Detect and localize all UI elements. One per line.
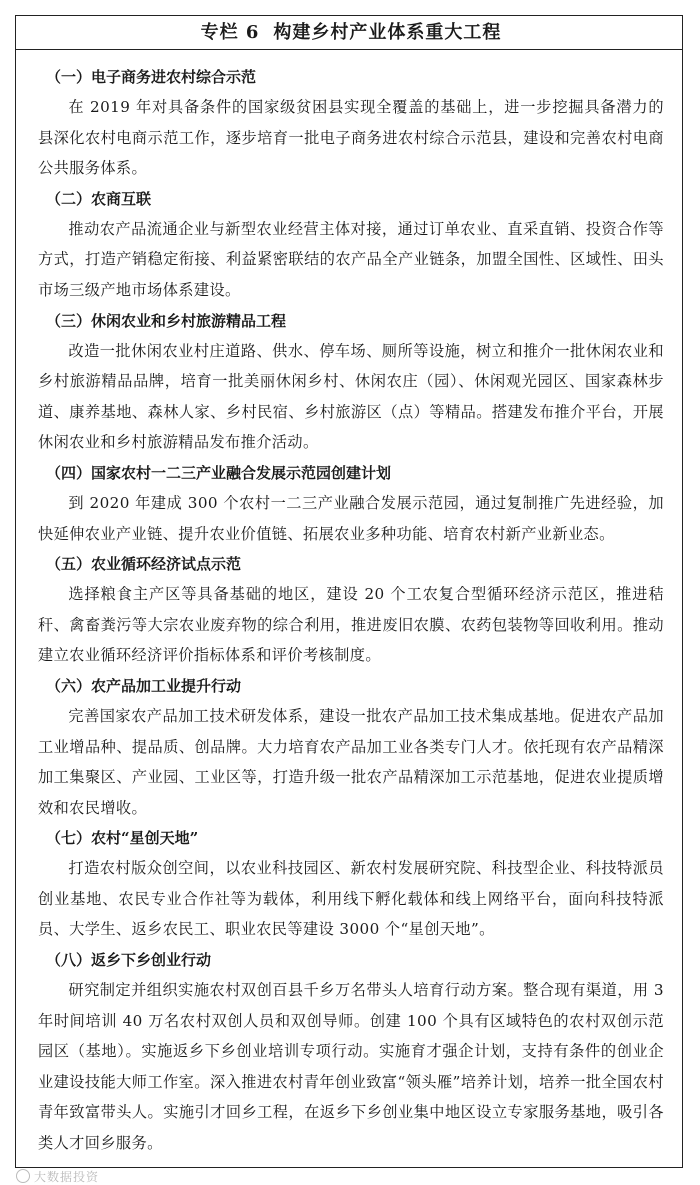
section-body: 到 2020 年建成 300 个农村一二三产业融合发展示范园，通过复制推广先进经验，加快延伸农业产业链、提升农业价值链、拓展农业多种功能、培育农村新产业新业态。 [38, 493, 664, 543]
column-box [15, 15, 683, 1168]
box-title: 构建乡村产业体系重大工程 [273, 22, 502, 43]
section-e-commerce [38, 62, 664, 184]
watermark-logo-icon [16, 1169, 30, 1183]
section-heading: （三）休闲农业和乡村旅游精品工程 [46, 311, 287, 330]
box-title-bar [16, 16, 682, 50]
section-body: 在 2019 年对具备条件的国家级贫困县实现全覆盖的基础上，进一步挖掘具备潜力的县深化农村电商示范工作，逐步培育一批电子商务进农村综合示范县，建设和完善农村电商公共服务体系。 [38, 98, 664, 178]
section-body: 打造农村版众创空间，以农业科技园区、新农村发展研究院、科技型企业、科技特派员创业基地、农民专业合作社等为载体，利用线下孵化载体和线上网络平台，面向科技特派员、大学生、返乡农民工、职业农民等建设 3000 个“星创天地”。 [38, 859, 664, 939]
box-content [38, 62, 664, 1159]
section-body: 研究制定并组织实施农村双创百县千乡万名带头人培育行动方案。整合现有渠道，用 3 年时间培训 40 万名农村双创人员和双创导师。创建 100 个具有区域特色的农村双创示范园区（基地）。实施返乡下乡创业培训专项行动。实施育才强企计划，支持有条件的创业企业建设技能大师工作室。深入推进农村青年创业致富“领头雁”培养计划，培养一批全国农村青年致富带头人。实施引才回乡工程，在返乡下乡创业集中地区设立专家服务基地，吸引各类人才回乡服务。 [38, 981, 664, 1153]
section-body: 改造一批休闲农业村庄道路、供水、停车场、厕所等设施，树立和推介一批休闲农业和乡村旅游精品品牌，培育一批美丽休闲乡村、休闲农庄（园）、休闲观光园区、国家森林步道、康养基地、森林人家、乡村民宿、乡村旅游区（点）等精品。搭建发布推介平台，开展休闲农业和乡村旅游精品发布推介活动。 [38, 341, 664, 452]
section-agri-commerce [38, 184, 664, 306]
section-body: 选择粮食主产区等具备基础的地区，建设 20 个工农复合型循环经济示范区，推进秸秆、禽畜粪污等大宗农业废弃物的综合利用，推进废旧农膜、农药包装物等回收利用。推动建立农业循环经济评价指标体系和评价考核制度。 [38, 585, 664, 665]
watermark [16, 1168, 99, 1185]
section-circular-economy [38, 549, 664, 671]
section-heading: （七）农村“星创天地” [46, 829, 199, 848]
section-leisure-tourism [38, 306, 664, 458]
section-heading: （六）农产品加工业提升行动 [46, 676, 242, 695]
section-heading: （四）国家农村一二三产业融合发展示范园创建计划 [46, 463, 392, 482]
section-heading: （八）返乡下乡创业行动 [46, 951, 212, 970]
section-heading: （二）农商互联 [46, 189, 152, 208]
section-heading: （五）农业循环经济试点示范 [46, 555, 242, 574]
box-title-prefix: 专栏 6 [200, 22, 260, 43]
section-integration-park [38, 458, 664, 549]
section-heading: （一）电子商务进农村综合示范 [46, 68, 257, 86]
section-return-entrepreneurship [38, 945, 664, 1159]
watermark-text: 大数据投资 [34, 1170, 100, 1184]
section-processing [38, 671, 664, 823]
section-body: 推动农产品流通企业与新型农业经营主体对接，通过订单农业、直采直销、投资合作等方式，打造产销稳定衔接、利益紧密联结的农产品全产业链条，加盟全国性、区域性、田头市场三级产地市场体系建设。 [38, 219, 664, 299]
section-body: 完善国家农产品加工技术研发体系，建设一批农产品加工技术集成基地。促进农产品加工业增品种、提品质、创品牌。大力培育农产品加工业各类专门人才。依托现有农产品精深加工集聚区、产业园、工业区等，打造升级一批农产品精深加工示范基地，促进农业提质增效和农民增收。 [38, 706, 664, 817]
section-star-space [38, 823, 664, 945]
